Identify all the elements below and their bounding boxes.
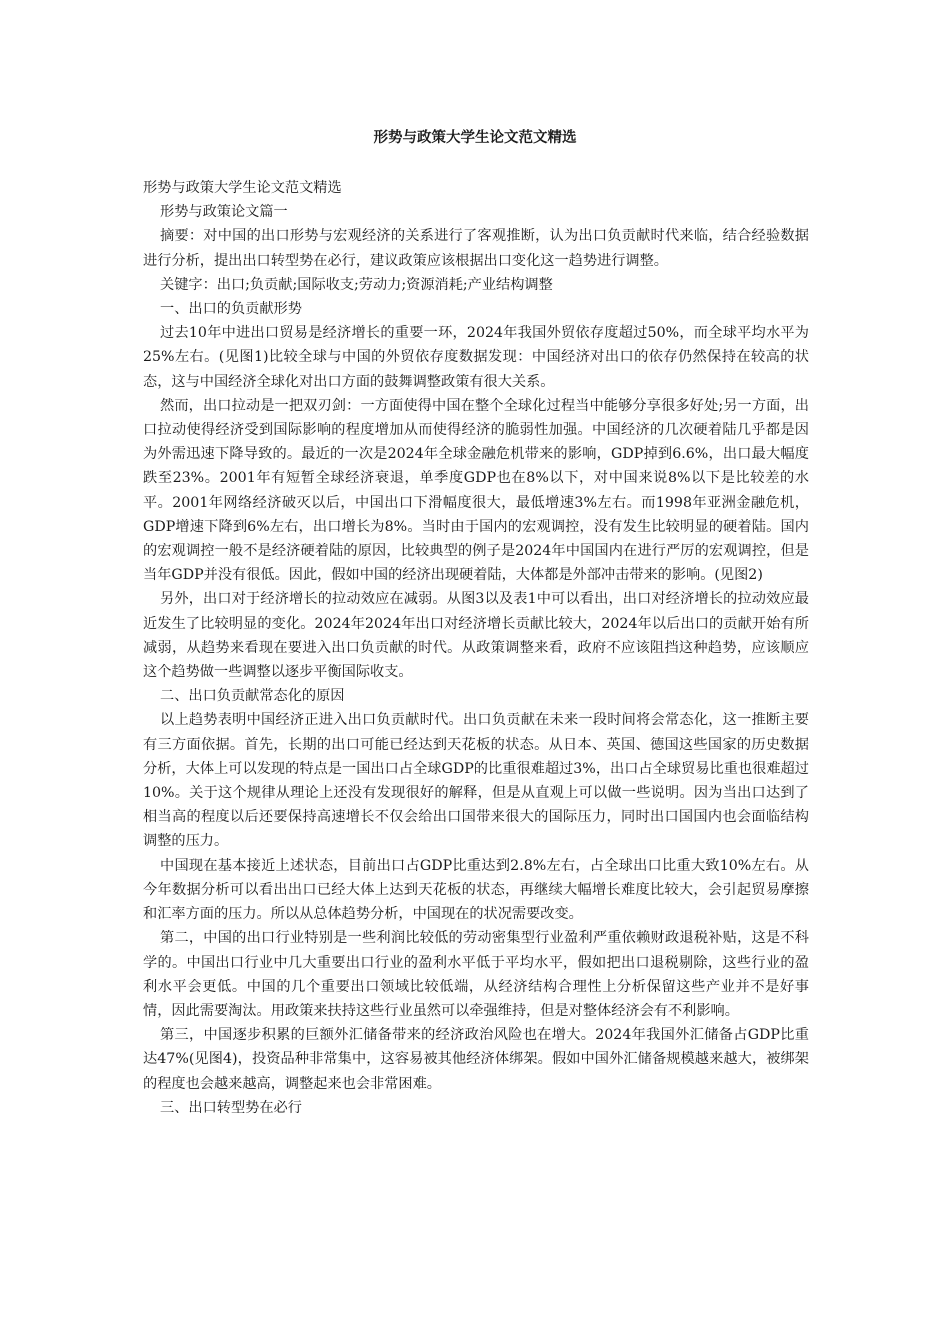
body-paragraph: 过去10年中进出口贸易是经济增长的重要一环，2024年我国外贸依存度超过50%，而全球平均水平为25%左右。(见图1)比较全球与中国的外贸依存度数据发现：中国经济对出口的依存仍然保持在较高的状态，这与中国经济全球化对出口方面的鼓舞调整政策有很大关系。	[143, 325, 809, 390]
body-paragraph: 然而，出口拉动是一把双刃剑：一方面使得中国在整个全球化过程当中能够分享很多好处;另一方面，出口拉动使得经济受到国际影响的程度增加从而使得经济的脆弱性加强。中国经济的几次硬着陆几乎都是因为外需迅速下降导致的。最近的一次是2024年全球金融危机带来的影响，GDP掉到6.6%，出口最大幅度跌至23%。2001年有短暂全球经济衰退，单季度GDP也在8%以下，对中国来说8%以下是比较差的水平。2001年网络经济破灭以后，中国出口下滑幅度很大，最低增速3%左右。而1998年亚洲金融危机，GDP增速下降到6%左右，出口增长为8%。当时由于国内的宏观调控，没有发生比较明显的硬着陆。国内的宏观调控一般不是经济硬着陆的原因，比较典型的例子是2024年中国国内在进行严厉的宏观调控，但是当年GDP并没有很低。因此，假如中国的经济出现硬着陆，大体都是外部冲击带来的影响。(见图2)	[143, 397, 809, 584]
keywords-line: 关键字：出口;负贡献;国际收支;劳动力;资源消耗;产业结构调整	[160, 276, 553, 293]
section-heading-2: 二、出口负贡献常态化的原因	[160, 688, 345, 705]
section-heading-1: 一、出口的负贡献形势	[160, 301, 302, 318]
document-body	[143, 176, 809, 1120]
body-paragraph: 第三，中国逐步积累的巨额外汇储备带来的经济政治风险也在增大。2024年我国外汇储备占GDP比重达47%(见图4)，投资品种非常集中，这容易被其他经济体绑架。假如中国外汇储备规模越来越大，被绑架的程度也会越来越高，调整起来也会非常困难。	[143, 1027, 809, 1092]
body-paragraph: 以上趋势表明中国经济正进入出口负贡献时代。出口负贡献在未来一段时间将会常态化，这一推断主要有三方面依据。首先，长期的出口可能已经达到天花板的状态。从日本、英国、德国这些国家的历史数据分析，大体上可以发现的特点是一国出口占全球GDP的比重很难超过3%，出口占全球贸易比重也很难超过10%。关于这个规律从理论上还没有发现很好的解释，但是从直观上可以做一些说明。因为当出口达到了相当高的程度以后还要保持高速增长不仅会给出口国带来很大的国际压力，同时出口国国内也会面临结构调整的压力。	[143, 712, 809, 850]
paper-heading: 形势与政策大学生论文范文精选	[143, 180, 342, 196]
body-paragraph: 第二，中国的出口行业特别是一些利润比较低的劳动密集型行业盈利严重依赖财政退税补贴，这是不科学的。中国出口行业中几大重要出口行业的盈利水平低于平均水平，假如把出口退税剔除，这些行业的盈利水平会更低。中国的几个重要出口领域比较低端，从经济结构合理性上分析保留这些产业并不是好事情，因此需要淘汰。用政策来扶持这些行业虽然可以牵强维持，但是对整体经济会有不利影响。	[143, 930, 809, 1019]
body-paragraph: 另外，出口对于经济增长的拉动效应在减弱。从图3以及表1中可以看出，出口对经济增长的拉动效应最近发生了比较明显的变化。2024年2024年出口对经济增长贡献比较大，2024年以后出口的贡献开始有所减弱，从趋势来看现在要进入出口负贡献的时代。从政策调整来看，政府不应该阻挡这种趋势，应该顺应这个趋势做一些调整以逐步平衡国际收支。	[143, 591, 809, 681]
body-paragraph: 中国现在基本接近上述状态，目前出口占GDP比重达到2.8%左右，占全球出口比重大致10%左右。从今年数据分析可以看出出口已经大体上达到天花板的状态，再继续大幅增长难度比较大，会引起贸易摩擦和汇率方面的压力。所以从总体趋势分析，中国现在的状况需要改变。	[143, 857, 809, 923]
section-subtitle: 形势与政策论文篇一	[160, 204, 288, 221]
abstract-paragraph: 摘要：对中国的出口形势与宏观经济的关系进行了客观推断，认为出口负贡献时代来临，结合经验数据进行分析，提出出口转型势在必行，建议政策应该根据出口变化这一趋势进行调整。	[143, 228, 809, 269]
document-title: 形势与政策大学生论文范文精选	[373, 129, 577, 146]
section-heading-3: 三、出口转型势在必行	[160, 1099, 302, 1116]
